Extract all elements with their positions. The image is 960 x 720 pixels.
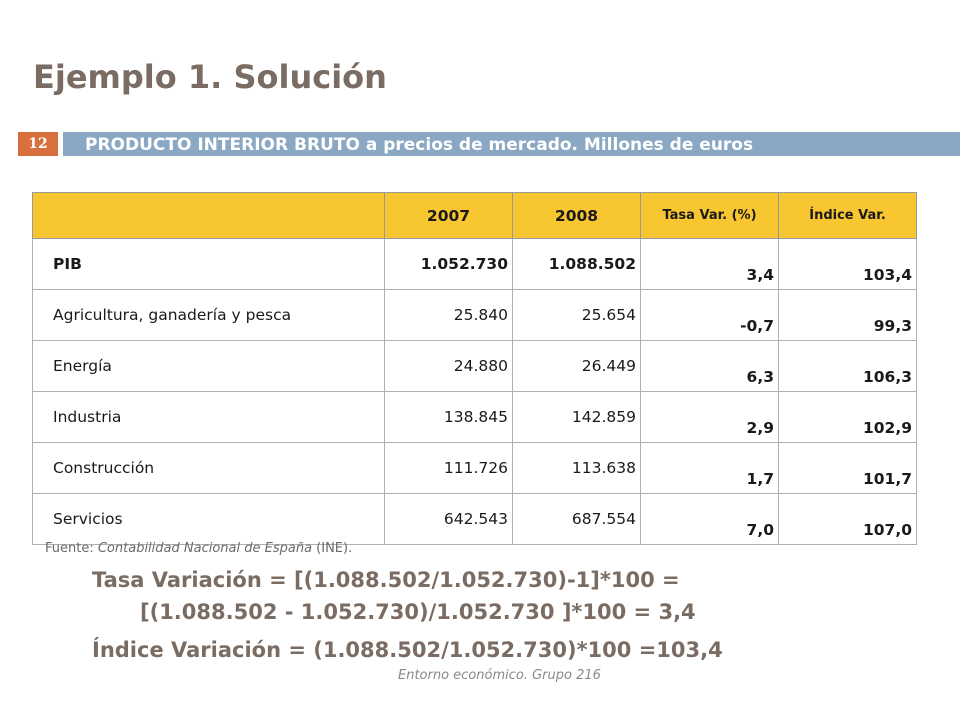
section-banner: PRODUCTO INTERIOR BRUTO a precios de mercado. Millones de euros <box>63 132 960 156</box>
header-2008: 2008 <box>513 193 641 239</box>
slide-number-badge: 12 <box>18 132 58 156</box>
indice-var: 103,4 <box>779 239 917 290</box>
header-tasa-var: Tasa Var. (%) <box>641 193 779 239</box>
tasa-var: 1,7 <box>641 443 779 494</box>
header-2007: 2007 <box>385 193 513 239</box>
formula-tasa-line1: Tasa Variación = [(1.088.502/1.052.730)-1]*100 = <box>92 568 680 592</box>
row-label: Industria <box>33 392 385 443</box>
header-indice-var: Índice Var. <box>779 193 917 239</box>
indice-var: 102,9 <box>779 392 917 443</box>
row-label: Agricultura, ganadería y pesca <box>33 290 385 341</box>
source-note <box>45 541 352 556</box>
row-label: Energía <box>33 341 385 392</box>
row-label: Servicios <box>33 494 385 545</box>
value-2008: 1.088.502 <box>513 239 641 290</box>
indice-var: 101,7 <box>779 443 917 494</box>
row-label: PIB <box>33 239 385 290</box>
formula-indice: Índice Variación = (1.088.502/1.052.730)*100 =103,4 <box>92 638 723 662</box>
tasa-var: -0,7 <box>641 290 779 341</box>
value-2008: 26.449 <box>513 341 641 392</box>
table-row <box>33 392 917 443</box>
value-2007: 1.052.730 <box>385 239 513 290</box>
tasa-var: 3,4 <box>641 239 779 290</box>
table-header-row <box>33 193 917 239</box>
value-2008: 142.859 <box>513 392 641 443</box>
source-name: Contabilidad Nacional de España <box>97 541 313 556</box>
tasa-var: 7,0 <box>641 494 779 545</box>
table-row <box>33 494 917 545</box>
header-empty <box>33 193 385 239</box>
value-2007: 25.840 <box>385 290 513 341</box>
source-suffix: (INE). <box>312 541 353 556</box>
row-label: Construcción <box>33 443 385 494</box>
table-row <box>33 239 917 290</box>
gdp-table <box>32 192 917 545</box>
value-2008: 25.654 <box>513 290 641 341</box>
formula-tasa-line2: [(1.088.502 - 1.052.730)/1.052.730 ]*100 = 3,4 <box>140 600 696 624</box>
table-row <box>33 341 917 392</box>
value-2007: 111.726 <box>385 443 513 494</box>
tasa-var: 2,9 <box>641 392 779 443</box>
table-row <box>33 443 917 494</box>
value-2007: 138.845 <box>385 392 513 443</box>
table-row <box>33 290 917 341</box>
source-prefix: Fuente: <box>45 541 98 556</box>
indice-var: 99,3 <box>779 290 917 341</box>
value-2008: 113.638 <box>513 443 641 494</box>
value-2007: 24.880 <box>385 341 513 392</box>
tasa-var: 6,3 <box>641 341 779 392</box>
indice-var: 107,0 <box>779 494 917 545</box>
footer-text: Entorno económico. Grupo 216 <box>398 668 601 683</box>
value-2008: 687.554 <box>513 494 641 545</box>
indice-var: 106,3 <box>779 341 917 392</box>
value-2007: 642.543 <box>385 494 513 545</box>
slide-title: Ejemplo 1. Solución <box>33 58 387 96</box>
